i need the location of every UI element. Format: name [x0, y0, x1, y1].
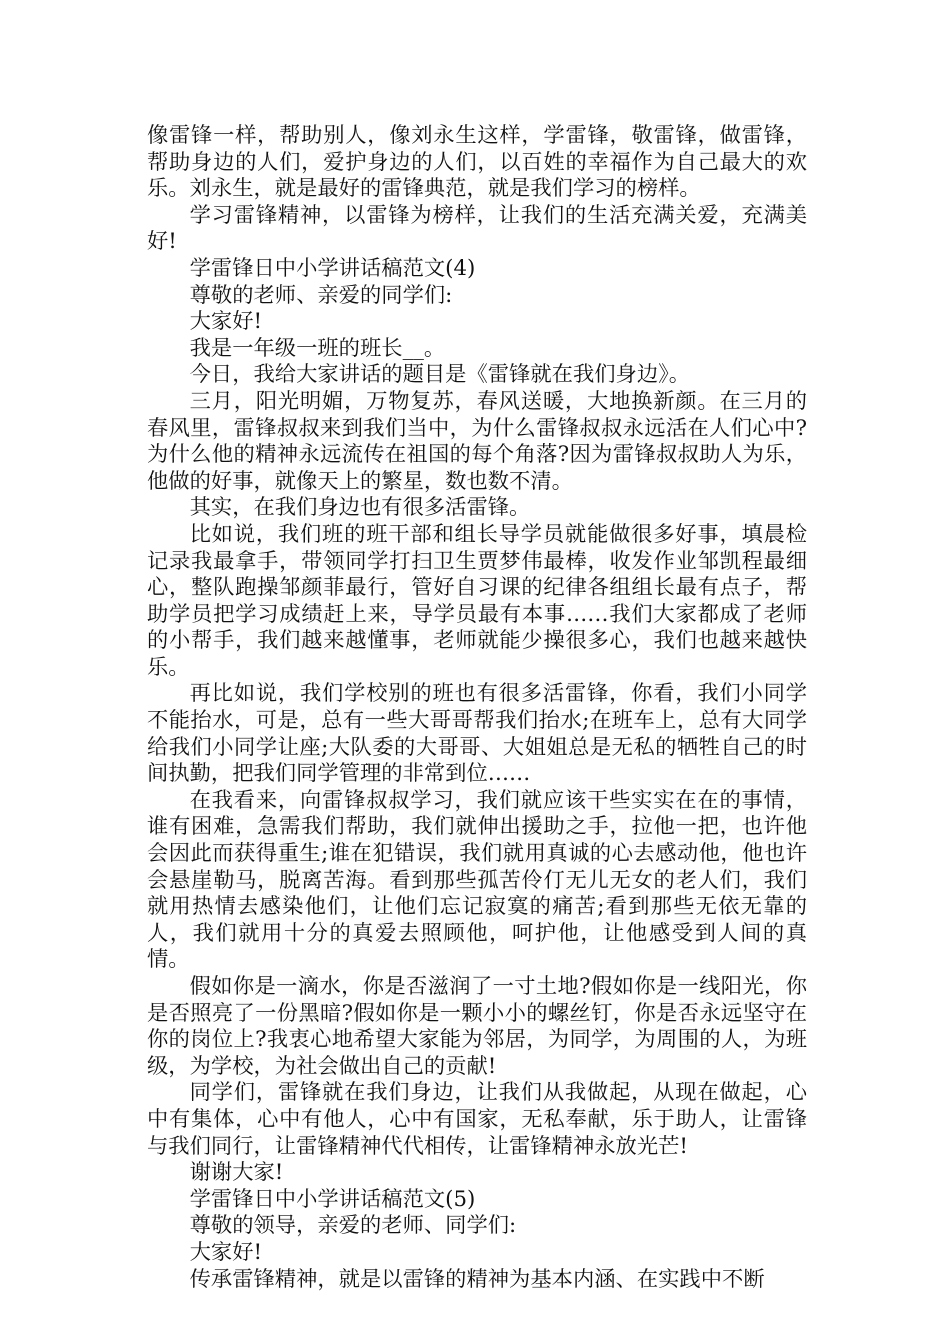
- salutation: 尊敬的老师、亲爱的同学们:: [189, 282, 453, 308]
- paragraph: 其实，在我们身边也有很多活雷锋。: [189, 495, 531, 521]
- paragraph: 假如你是一滴水，你是否滋润了一寸土地?假如你是一线阳光，你是否照亮了一份黑暗?假如你是一颗小小的螺丝钉，你是否永远坚守在你的岗位上?我衷心地希望大家能为邻居，为同学，为周围的人，为班级，为学校，为社会做出自己的贡献!: [147, 974, 807, 1079]
- paragraph: 我是一年级一班的班长__。: [189, 335, 446, 361]
- salutation: 尊敬的领导，亲爱的老师、同学们:: [189, 1213, 517, 1239]
- paragraph: 再比如说，我们学校别的班也有很多活雷锋，你看，我们小同学不能抬水，可是，总有一些大哥哥帮我们抬水;在班车上，总有大同学给我们小同学让座;大队委的大哥哥、大姐姐总是无私的牺牲自己的时间执勤，把我们同学管理的非常到位……: [147, 681, 807, 787]
- greeting: 大家好!: [189, 1239, 263, 1265]
- document-body: [147, 123, 807, 1293]
- paragraph: 传承雷锋精神，就是以雷锋的精神为基本内涵、在实践中不断: [189, 1266, 765, 1292]
- closing: 谢谢大家!: [189, 1160, 284, 1186]
- paragraph: 像雷锋一样，帮助别人，像刘永生这样，学雷锋，敬雷锋，做雷锋，帮助身边的人们，爱护身边的人们，以百姓的幸福作为自己最大的欢乐。刘永生，就是最好的雷锋典范，就是我们学习的榜样。: [147, 123, 807, 202]
- paragraph: 学习雷锋精神，以雷锋为榜样，让我们的生活充满关爱，充满美好!: [147, 202, 807, 255]
- paragraph: 比如说，我们班的班干部和组长导学员就能做很多好事，填晨检记录我最拿手，带领同学打扫卫生贾梦伟最棒，收发作业邹凯程最细心，整队跑操邹颜菲最行，管好自习课的纪律各组组长最有点子，帮助学员把学习成绩赶上来，导学员最有本事……我们大家都成了老师的小帮手，我们越来越懂事，老师就能少操很多心，我们也越来越快乐。: [147, 521, 807, 680]
- paragraph: 同学们，雷锋就在我们身边，让我们从我做起，从现在做起，心中有集体，心中有他人，心中有国家，无私奉献，乐于助人，让雷锋与我们同行，让雷锋精神代代相传，让雷锋精神永放光芒!: [147, 1080, 807, 1159]
- paragraph: 三月，阳光明媚，万物复苏，春风送暖，大地换新颜。在三月的春风里，雷锋叔叔来到我们当中，为什么雷锋叔叔永远活在人们心中?为什么他的精神永远流传在祖国的每个角落?因为雷锋叔叔助人为乐，他做的好事，就像天上的繁星，数也数不清。: [147, 388, 807, 494]
- section-heading: 学雷锋日中小学讲话稿范文(5): [189, 1186, 476, 1212]
- paragraph: 今日，我给大家讲话的题目是《雷锋就在我们身边》。: [189, 362, 691, 388]
- paragraph: 在我看来，向雷锋叔叔学习，我们就应该干些实实在在的事情，谁有困难，急需我们帮助，我们就伸出援助之手，拉他一把，也许他会因此而获得重生;谁在犯错误，我们就用真诚的心去感动他，他也许会悬崖勒马，脱离苦海。看到那些孤苦伶仃无儿无女的老人们，我们就用热情去感染他们，让他们忘记寂寞的痛苦;看到那些无依无靠的人，我们就用十分的真爱去照顾他，呵护他，让他感受到人间的真情。: [147, 787, 807, 973]
- section-heading: 学雷锋日中小学讲话稿范文(4): [189, 255, 476, 281]
- greeting: 大家好!: [189, 309, 263, 335]
